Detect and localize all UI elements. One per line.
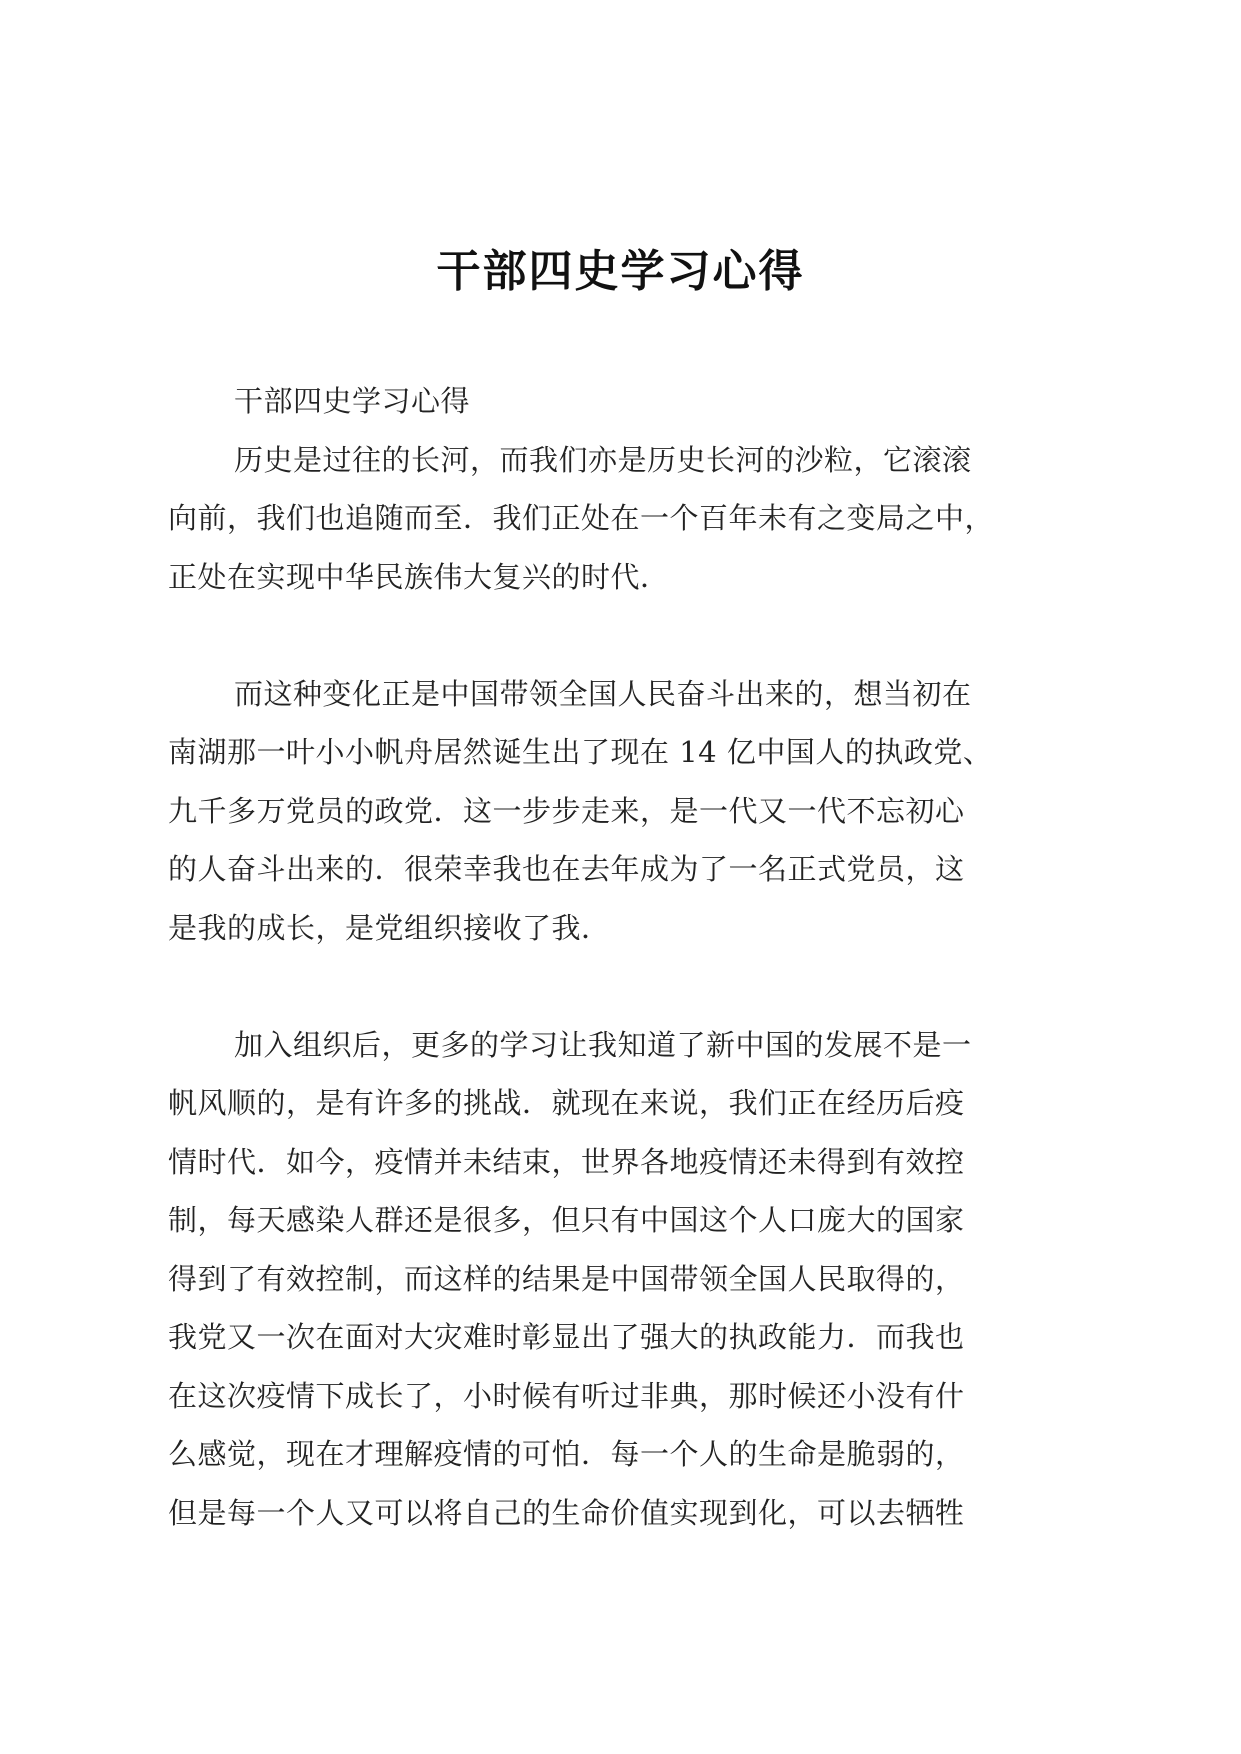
paragraph-line: 向前，我们也追随而至．我们正处在一个百年未有之变局之中， [168, 501, 995, 535]
paragraph-line: 正处在实现中华民族伟大复兴的时代． [168, 559, 670, 594]
paragraph-line: 但是每一个人又可以将自己的生命价值实现到化，可以去牺牲 [168, 1495, 965, 1530]
paragraph-line: 的人奋斗出来的．很荣幸我也在去年成为了一名正式党员，这 [168, 852, 965, 886]
paragraph-line: 得到了有效控制，而这样的结果是中国带领全国人民取得的， [168, 1261, 965, 1296]
paragraph-line: 加入组织后，更多的学习让我知道了新中国的发展不是一 [234, 1027, 972, 1062]
paragraph-line: 情时代．如今，疫情并未结束，世界各地疫情还未得到有效控 [168, 1144, 965, 1179]
paragraph-line: 在这次疫情下成长了，小时候有听过非典，那时候还小没有什 [168, 1378, 965, 1413]
paragraph-line: 历史是过往的长河，而我们亦是历史长河的沙粒，它滚滚 [234, 442, 972, 477]
document-subtitle: 干部四史学习心得 [234, 384, 471, 418]
paragraph-line: 帆风顺的，是有许多的挑战．就现在来说，我们正在经历后疫 [168, 1086, 965, 1120]
paragraph-line: 制，每天感染人群还是很多，但只有中国这个人口庞大的国家 [168, 1203, 965, 1237]
paragraph-line: 南湖那一叶小小帆舟居然诞生出了现在 14 亿中国人的执政党、 [168, 735, 993, 769]
paragraph-line: 九千多万党员的政党．这一步步走来，是一代又一代不忘初心 [168, 793, 965, 828]
paragraph-line: 是我的成长，是党组织接收了我． [168, 910, 611, 945]
paragraph-spacer [168, 957, 1068, 1016]
document-title: 干部四史学习心得 [436, 246, 805, 297]
paragraph [168, 665, 1068, 958]
paragraph [168, 1016, 1068, 1543]
paragraph-line: 么感觉，现在才理解疫情的可怕．每一个人的生命是脆弱的， [168, 1437, 965, 1471]
document-body [168, 372, 1068, 1542]
paragraph-spacer [168, 606, 1068, 665]
paragraph-line: 而这种变化正是中国带领全国人民奋斗出来的，想当初在 [234, 676, 972, 711]
paragraph-line: 我党又一次在面对大灾难时彰显出了强大的执政能力．而我也 [168, 1320, 965, 1354]
paragraph [168, 431, 1068, 607]
